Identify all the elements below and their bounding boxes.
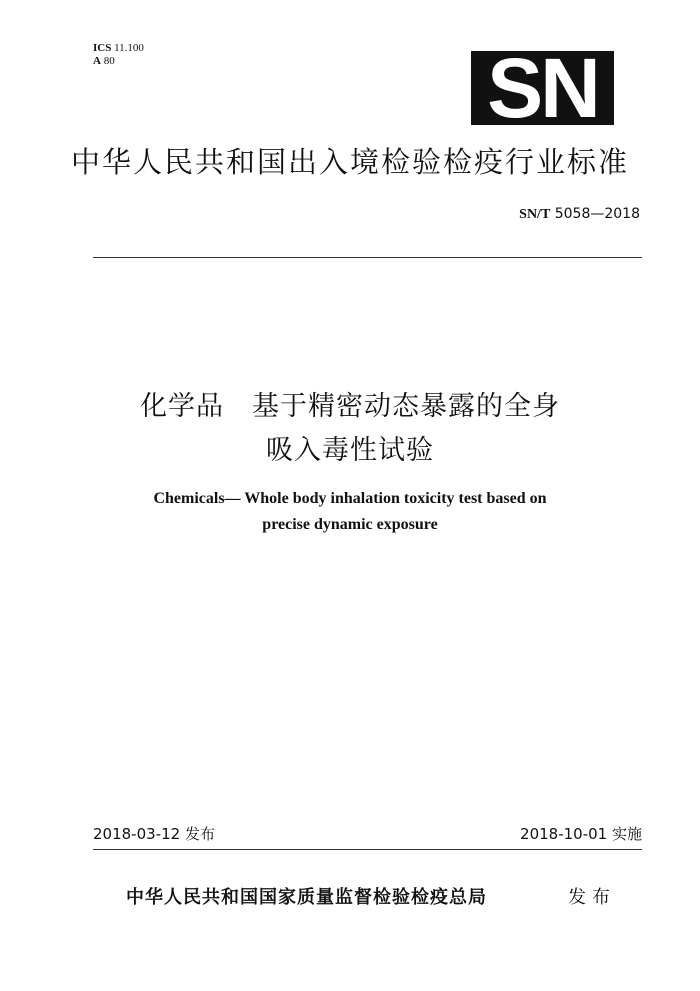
ics-label: ICS: [93, 42, 112, 54]
ics-value: 11.100: [111, 42, 144, 54]
standard-prefix: SN/T: [519, 207, 551, 222]
ics-code-block: [93, 42, 144, 68]
issuing-authority: 中华人民共和国国家质量监督检验检疫总局: [126, 887, 487, 908]
title-chinese-line2: 吸入毒性试验: [266, 435, 434, 466]
bottom-divider: [93, 849, 642, 850]
standard-code: 5058—2018: [550, 206, 640, 222]
org-title: 中华人民共和国出入境检验检疫行业标准: [70, 145, 629, 179]
ics-line: [93, 42, 144, 55]
implement-date: 2018-10-01 实施: [520, 825, 642, 843]
title-english-line1: Chemicals— Whole body inhalation toxicity test based on: [153, 490, 547, 507]
top-divider: [93, 257, 642, 258]
ccs-value: 80: [100, 55, 115, 67]
title-english: [0, 486, 700, 538]
ccs-line: [93, 55, 144, 68]
title-english-line2: precise dynamic exposure: [262, 516, 438, 533]
sn-logo: [471, 41, 614, 135]
title-chinese-line1: 化学品 基于精密动态暴露的全身: [140, 391, 560, 422]
standard-number: [519, 205, 640, 224]
publish-date: 2018-03-12 发布: [93, 825, 215, 843]
ccs-label: A: [93, 55, 101, 67]
issue-label: 发布: [568, 887, 616, 908]
title-chinese: [0, 385, 700, 473]
sn-logo-text: SN: [487, 41, 598, 135]
